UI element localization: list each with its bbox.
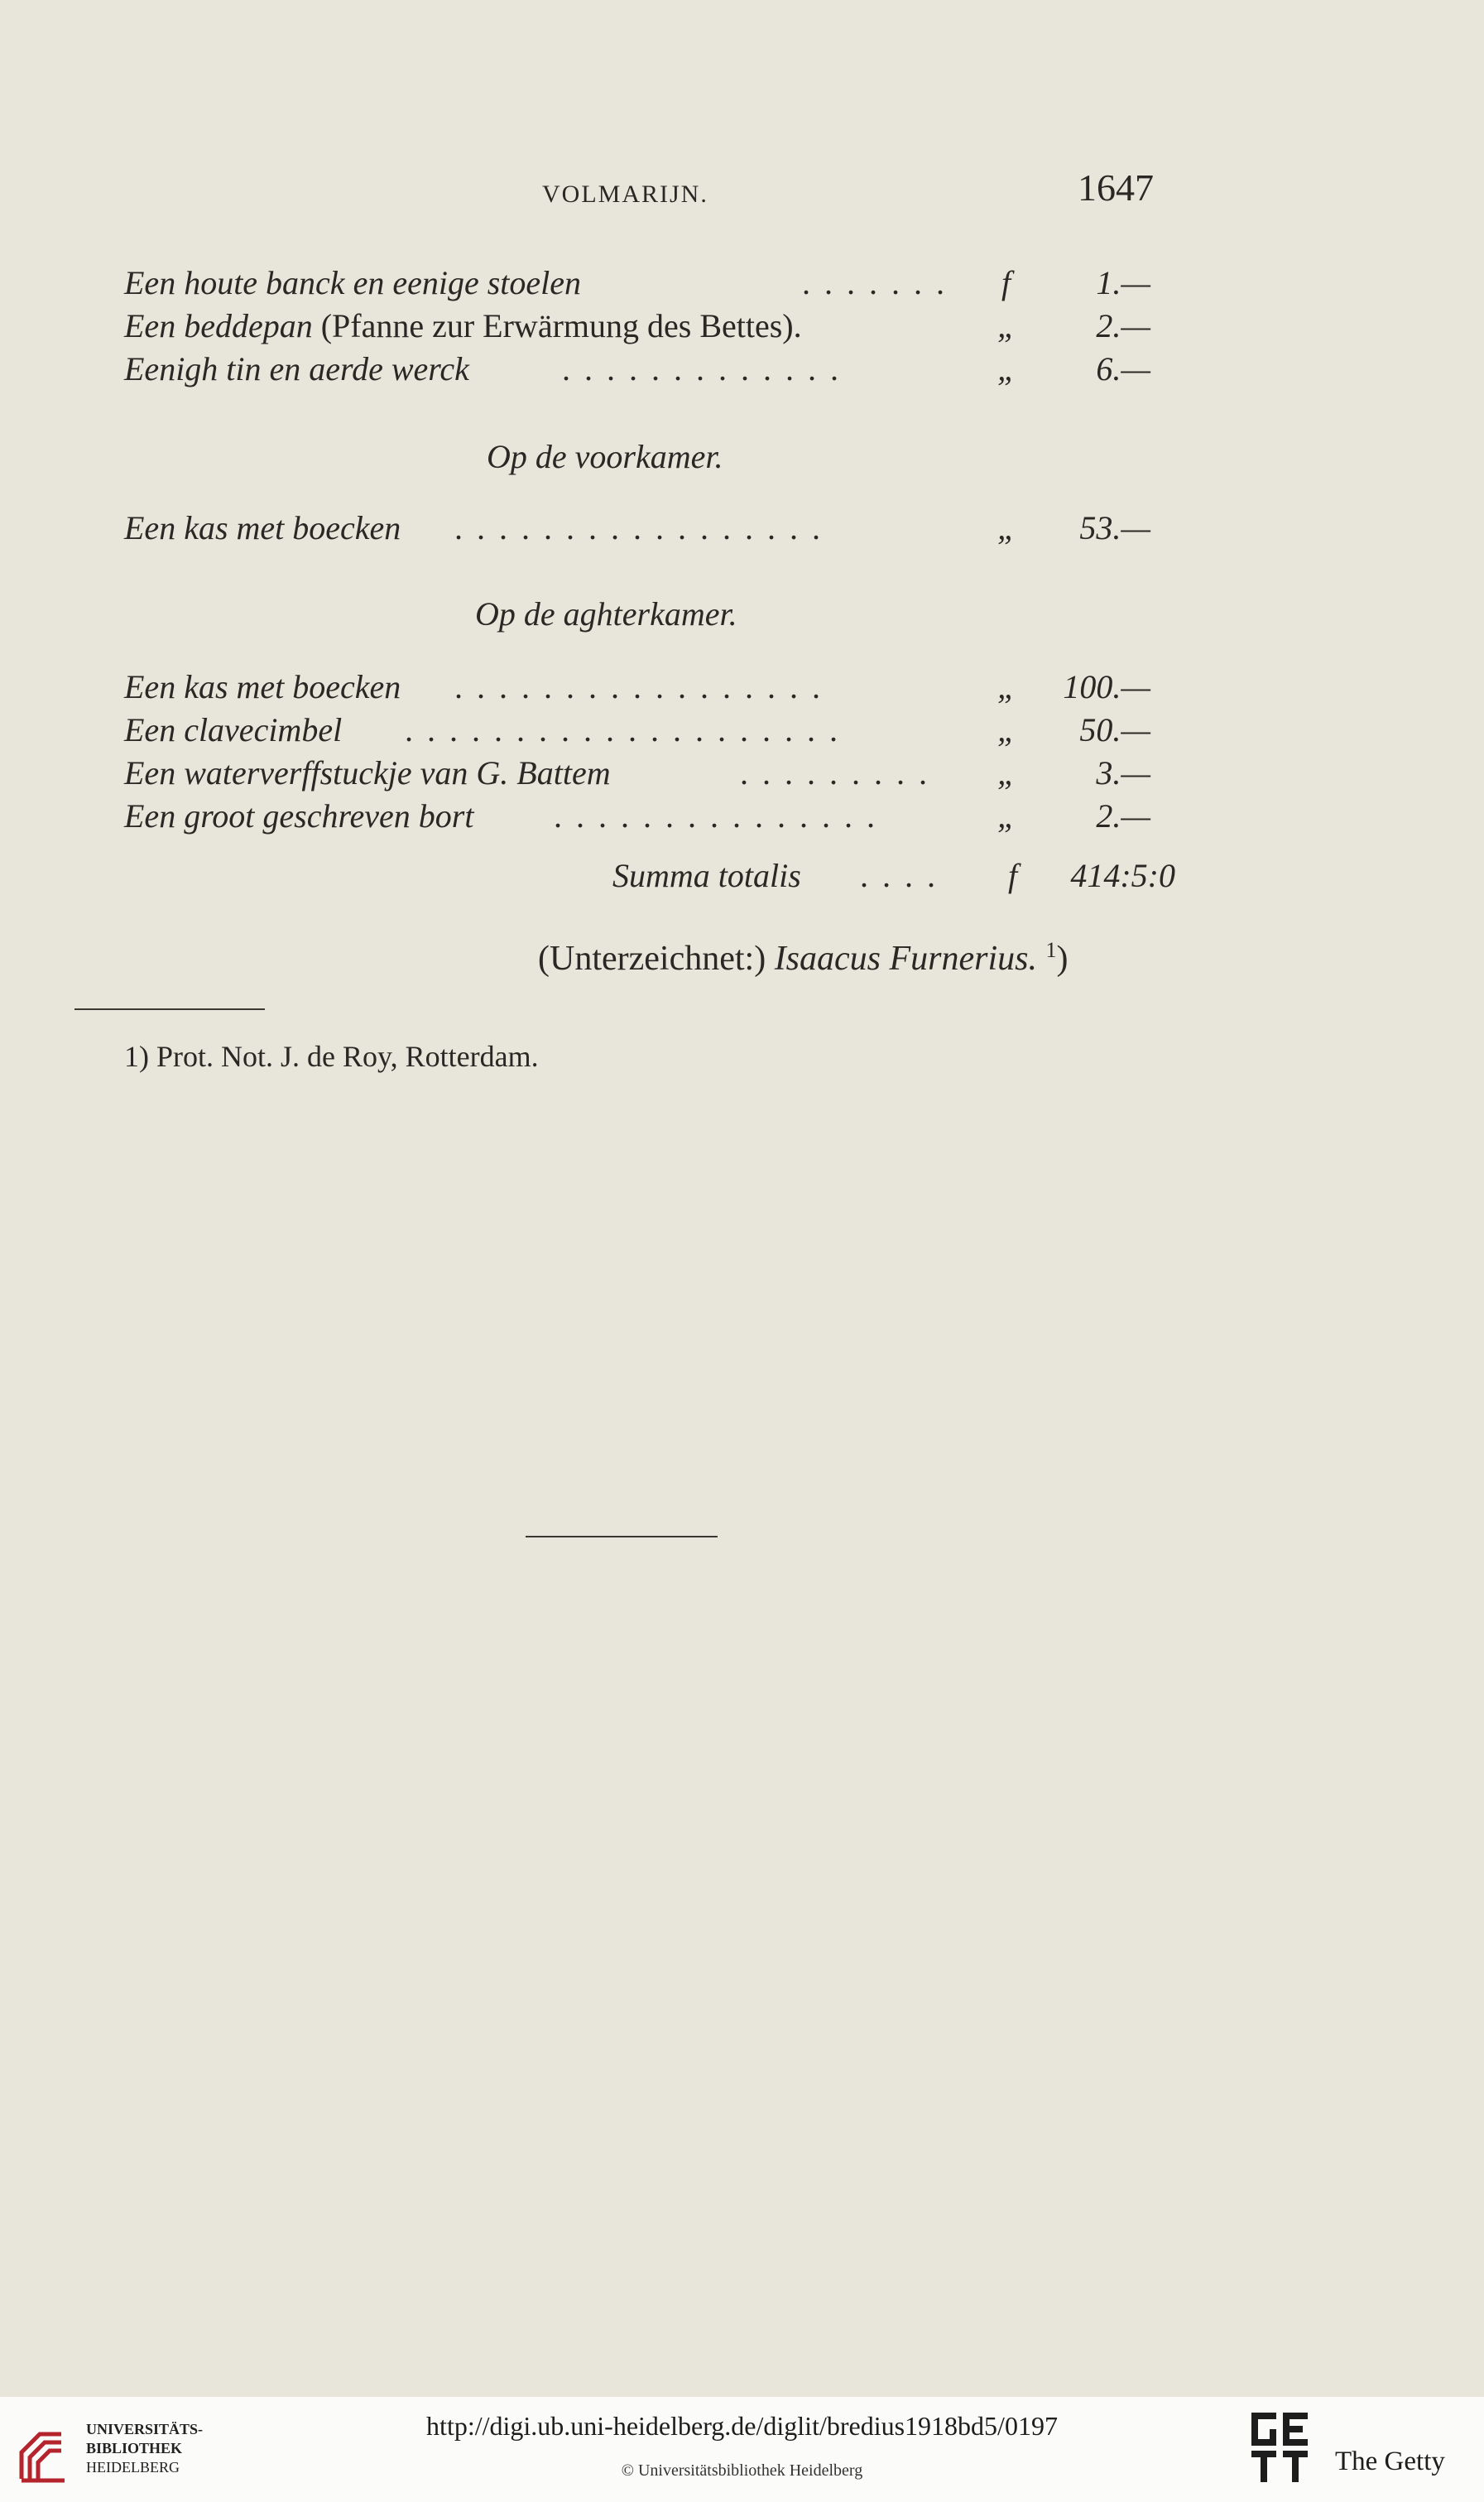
item-amount: 50.— <box>1079 711 1150 748</box>
ditto-mark: „ <box>997 350 1016 387</box>
ditto-mark: „ <box>997 509 1016 546</box>
item-amount: 6.— <box>1096 350 1150 387</box>
inventory-row <box>124 508 1150 551</box>
end-rule <box>526 1536 718 1537</box>
item-label: Een kas met boecken <box>124 668 401 705</box>
ditto-mark: „ <box>997 668 1016 705</box>
leader-dots: ....... <box>803 264 959 301</box>
currency-mark: f <box>1008 857 1018 894</box>
item-label: Een waterverffstuckje van G. Battem <box>124 754 611 791</box>
leader-dots: ................. <box>455 668 835 705</box>
item-amount: 3.— <box>1096 754 1150 791</box>
ditto-mark: „ <box>997 797 1016 835</box>
inventory-row <box>124 667 1150 710</box>
inventory-row <box>124 349 1150 392</box>
leader-dots: .................... <box>406 711 852 748</box>
item-label: Een houte banck en eenige stoelen <box>124 264 581 301</box>
item-label: Een kas met boecken <box>124 509 401 546</box>
running-title: VOLMARIJN. <box>542 180 708 208</box>
inventory-row <box>124 710 1150 753</box>
leader-dots: ............... <box>555 797 890 835</box>
ditto-mark: „ <box>997 711 1016 748</box>
item-label: Een beddepan <box>124 307 313 344</box>
copyright-notice: © Universitätsbibliothek Heidelberg <box>621 2461 863 2480</box>
inventory-row <box>124 263 1150 306</box>
leader-dots: .... <box>861 857 950 894</box>
inventory-row <box>124 753 1150 796</box>
signature-line <box>538 938 1069 979</box>
total-label: Summa totalis <box>612 857 801 894</box>
ditto-mark: „ <box>997 307 1016 344</box>
total-amount: 414:5:0 <box>1070 857 1175 894</box>
footnote-rule <box>74 1008 265 1010</box>
footnote-reference-paren: ) <box>1056 940 1069 978</box>
signatory-name: Isaacus Furnerius. <box>774 940 1038 978</box>
section-heading: Op de aghterkamer. <box>475 595 737 633</box>
total-row <box>124 856 1175 899</box>
ditto-mark: „ <box>997 754 1016 791</box>
inventory-row <box>124 796 1150 840</box>
currency-mark: f <box>1001 264 1011 301</box>
page-number: 1647 <box>1078 166 1154 209</box>
item-amount: 2.— <box>1096 307 1150 344</box>
footnote: 1) Prot. Not. J. de Roy, Rotterdam. <box>124 1040 539 1073</box>
item-label: Een clavecimbel <box>124 711 343 748</box>
item-label: Een groot geschreven bort <box>124 797 474 835</box>
partner-name: The Getty <box>1335 2447 1445 2476</box>
library-name-line3: HEIDELBERG <box>86 2459 180 2476</box>
item-label-gloss: (Pfanne zur Erwärmung des Bettes). <box>312 307 802 344</box>
signature-prefix: (Unterzeichnet:) <box>538 940 766 978</box>
section-heading: Op de voorkamer. <box>487 438 723 475</box>
item-amount: 100.— <box>1063 668 1150 705</box>
item-amount: 1.— <box>1096 264 1150 301</box>
leader-dots: ................. <box>455 509 835 546</box>
library-name-line1: UNIVERSITÄTS- <box>86 2421 204 2437</box>
inventory-row <box>124 306 1150 349</box>
library-name-line2: BIBLIOTHEK <box>86 2440 183 2456</box>
footnote-reference: 1 <box>1045 938 1057 962</box>
item-label: Eenigh tin en aerde werck <box>124 350 469 387</box>
leader-dots: ............. <box>563 350 853 387</box>
leader-dots: ......... <box>741 754 942 791</box>
item-amount: 53.— <box>1079 509 1150 546</box>
permalink-url[interactable]: http://digi.ub.uni-heidelberg.de/diglit/bredius1918bd5/0197 <box>426 2411 1058 2441</box>
item-amount: 2.— <box>1096 797 1150 835</box>
getty-logo-icon <box>1248 2409 1313 2485</box>
